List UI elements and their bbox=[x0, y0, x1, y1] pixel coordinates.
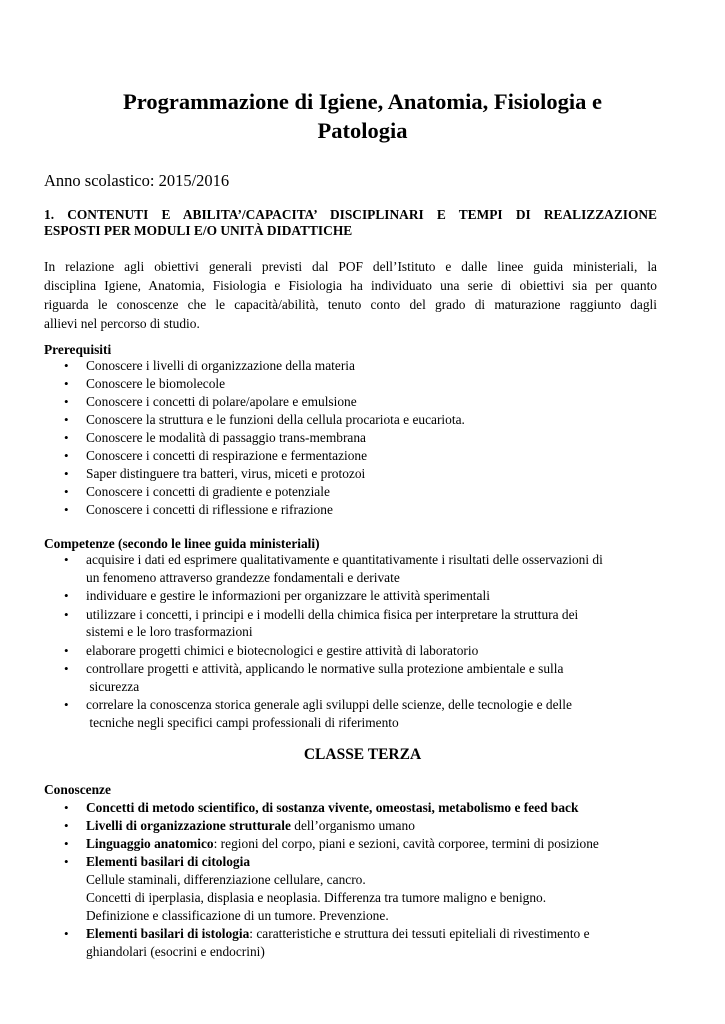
bullet-icon: • bbox=[64, 412, 69, 427]
list-item-text: un fenomeno attraverso grandezze fondamentali e derivate bbox=[86, 569, 400, 585]
bullet-icon: • bbox=[64, 394, 69, 409]
intro-line: In relazione agli obiettivi generali previsti dal POF dell’Istituto e dalle linee guida ministeriali, la bbox=[44, 259, 657, 274]
list-item-text: Saper distinguere tra batteri, virus, miceti e protozoi bbox=[86, 466, 366, 481]
list-item bbox=[64, 925, 664, 961]
list-item-subline: Definizione e classificazione di un tumore. Prevenzione. bbox=[86, 908, 389, 923]
intro-line: disciplina Igiene, Anatomia, Fisiologia e Fisiologia ha individuato una serie di obiettivi sia per quanto bbox=[44, 278, 657, 293]
list-item bbox=[64, 411, 465, 429]
bullet-icon: • bbox=[64, 661, 69, 676]
list-item bbox=[64, 696, 664, 731]
bullet-icon: • bbox=[64, 588, 69, 603]
list-item-text: Conoscere i concetti di riflessione e rifrazione bbox=[86, 502, 333, 517]
list-item-text: acquisire i dati ed esprimere qualitativamente e quantitativamente i risultati delle osservazioni di bbox=[86, 552, 603, 567]
title-line-2: Patologia bbox=[317, 118, 408, 143]
list-item bbox=[64, 393, 465, 411]
list-item-text: Conoscere le modalità di passaggio trans-membrana bbox=[86, 430, 367, 445]
bullet-icon: • bbox=[64, 818, 69, 833]
intro-line: allievi nel percorso di studio. bbox=[44, 316, 200, 331]
list-item bbox=[64, 799, 664, 817]
bullet-icon: • bbox=[64, 552, 69, 567]
list-item bbox=[64, 375, 465, 393]
bullet-icon: • bbox=[64, 800, 69, 815]
bullet-icon: • bbox=[64, 376, 69, 391]
section-1-heading-line-2: ESPOSTI PER MODULI E/O UNITÀ DIDATTICHE bbox=[44, 223, 353, 238]
bullet-icon: • bbox=[64, 836, 69, 851]
list-item-text: Conoscere le biomolecole bbox=[86, 376, 226, 391]
list-item-text: Conoscere i concetti di gradiente e potenziale bbox=[86, 484, 330, 499]
conoscenze-heading: Conoscenze bbox=[44, 782, 111, 797]
list-item-subline: Concetti di iperplasia, displasia e neoplasia. Differenza tra tumore maligno e benigno. bbox=[86, 890, 547, 905]
list-item-text: Conoscere i livelli di organizzazione della materia bbox=[86, 358, 355, 373]
list-item bbox=[64, 465, 465, 483]
list-item-text: utilizzare i concetti, i principi e i modelli della chimica fisica per interpretare la struttura dei bbox=[86, 606, 579, 622]
list-item bbox=[64, 483, 465, 501]
intro-paragraph bbox=[44, 257, 657, 333]
list-item-text: Conoscere la struttura e le funzioni della cellula procariota e eucariota. bbox=[86, 412, 465, 427]
list-item-bold-text: Concetti di metodo scientifico, di sostanza vivente, omeostasi, metabolismo e feed back bbox=[86, 800, 579, 815]
list-item-text: correlare la conoscenza storica generale agli sviluppi delle scienze, delle tecnologie e delle bbox=[86, 697, 572, 712]
list-item-subline: ghiandolari (esocrini e endocrini) bbox=[86, 944, 265, 959]
list-item-text: dell’organismo umano bbox=[290, 818, 415, 833]
list-item-bold-text: Livelli di organizzazione strutturale bbox=[86, 818, 291, 833]
list-item-text: individuare e gestire le informazioni per organizzare le attività sperimentali bbox=[86, 588, 490, 603]
bullet-icon: • bbox=[64, 484, 69, 499]
list-item-text: : caratteristiche e struttura dei tessuti epiteliali di rivestimento e bbox=[249, 926, 590, 941]
list-item bbox=[64, 817, 664, 835]
list-item-bold-text: Elementi basilari di istologia bbox=[86, 926, 250, 941]
title-line-1: Programmazione di Igiene, Anatomia, Fisiologia e bbox=[123, 89, 602, 114]
list-item bbox=[64, 357, 465, 375]
list-item bbox=[64, 606, 664, 641]
competenze-heading: Competenze (secondo le linee guida ministeriali) bbox=[44, 536, 320, 551]
bullet-icon: • bbox=[64, 430, 69, 445]
list-item-text: sicurezza bbox=[86, 678, 140, 694]
list-item-text: sistemi e le loro trasformazioni bbox=[86, 624, 253, 639]
bullet-icon: • bbox=[64, 697, 69, 712]
prerequisiti-heading: Prerequisiti bbox=[44, 342, 112, 357]
conoscenze-list bbox=[64, 799, 664, 961]
list-item bbox=[64, 853, 664, 925]
list-item-bold-text: Elementi basilari di citologia bbox=[86, 854, 251, 869]
page-title bbox=[60, 87, 665, 145]
list-item bbox=[64, 501, 465, 519]
section-1-heading bbox=[44, 207, 657, 239]
list-item-text: controllare progetti e attività, applicando le normative sulla protezione ambientale e sulla bbox=[86, 661, 564, 676]
bullet-icon: • bbox=[64, 926, 69, 941]
competenze-list bbox=[64, 551, 664, 732]
section-1-heading-line-1: 1. CONTENUTI E ABILITA’/CAPACITA’ DISCIPLINARI E TEMPI DI REALIZZAZIONE bbox=[44, 207, 657, 222]
list-item-subline: Cellule staminali, differenziazione cellulare, cancro. bbox=[86, 872, 366, 887]
list-item-text: elaborare progetti chimici e biotecnologici e gestire attività di laboratorio bbox=[86, 642, 479, 658]
list-item-text: Conoscere i concetti di respirazione e fermentazione bbox=[86, 448, 368, 463]
bullet-icon: • bbox=[64, 502, 69, 517]
bullet-icon: • bbox=[64, 448, 69, 463]
list-item bbox=[64, 660, 664, 695]
list-item bbox=[64, 551, 664, 586]
list-item-text: Conoscere i concetti di polare/apolare e emulsione bbox=[86, 394, 357, 409]
bullet-icon: • bbox=[64, 466, 69, 481]
prerequisiti-list bbox=[64, 357, 465, 519]
bullet-icon: • bbox=[64, 642, 69, 658]
list-item-text: : regioni del corpo, piani e sezioni, cavità corporee, termini di posizione bbox=[213, 836, 599, 851]
list-item bbox=[64, 642, 664, 660]
list-item bbox=[64, 447, 465, 465]
classe-terza-heading: CLASSE TERZA bbox=[303, 746, 422, 763]
bullet-icon: • bbox=[64, 358, 69, 373]
bullet-icon: • bbox=[64, 606, 69, 622]
list-item-text: tecniche negli specifici campi professionali di riferimento bbox=[86, 714, 399, 730]
list-item bbox=[64, 429, 465, 447]
list-item bbox=[64, 835, 664, 853]
school-year: Anno scolastico: 2015/2016 bbox=[44, 171, 230, 190]
list-item bbox=[64, 587, 664, 605]
intro-line: riguarda le conoscenze che le capacità/abilità, tenuto conto del grado di maturazione raggiunto dagli bbox=[44, 297, 657, 312]
bullet-icon: • bbox=[64, 854, 69, 869]
list-item-bold-text: Linguaggio anatomico bbox=[86, 836, 214, 851]
